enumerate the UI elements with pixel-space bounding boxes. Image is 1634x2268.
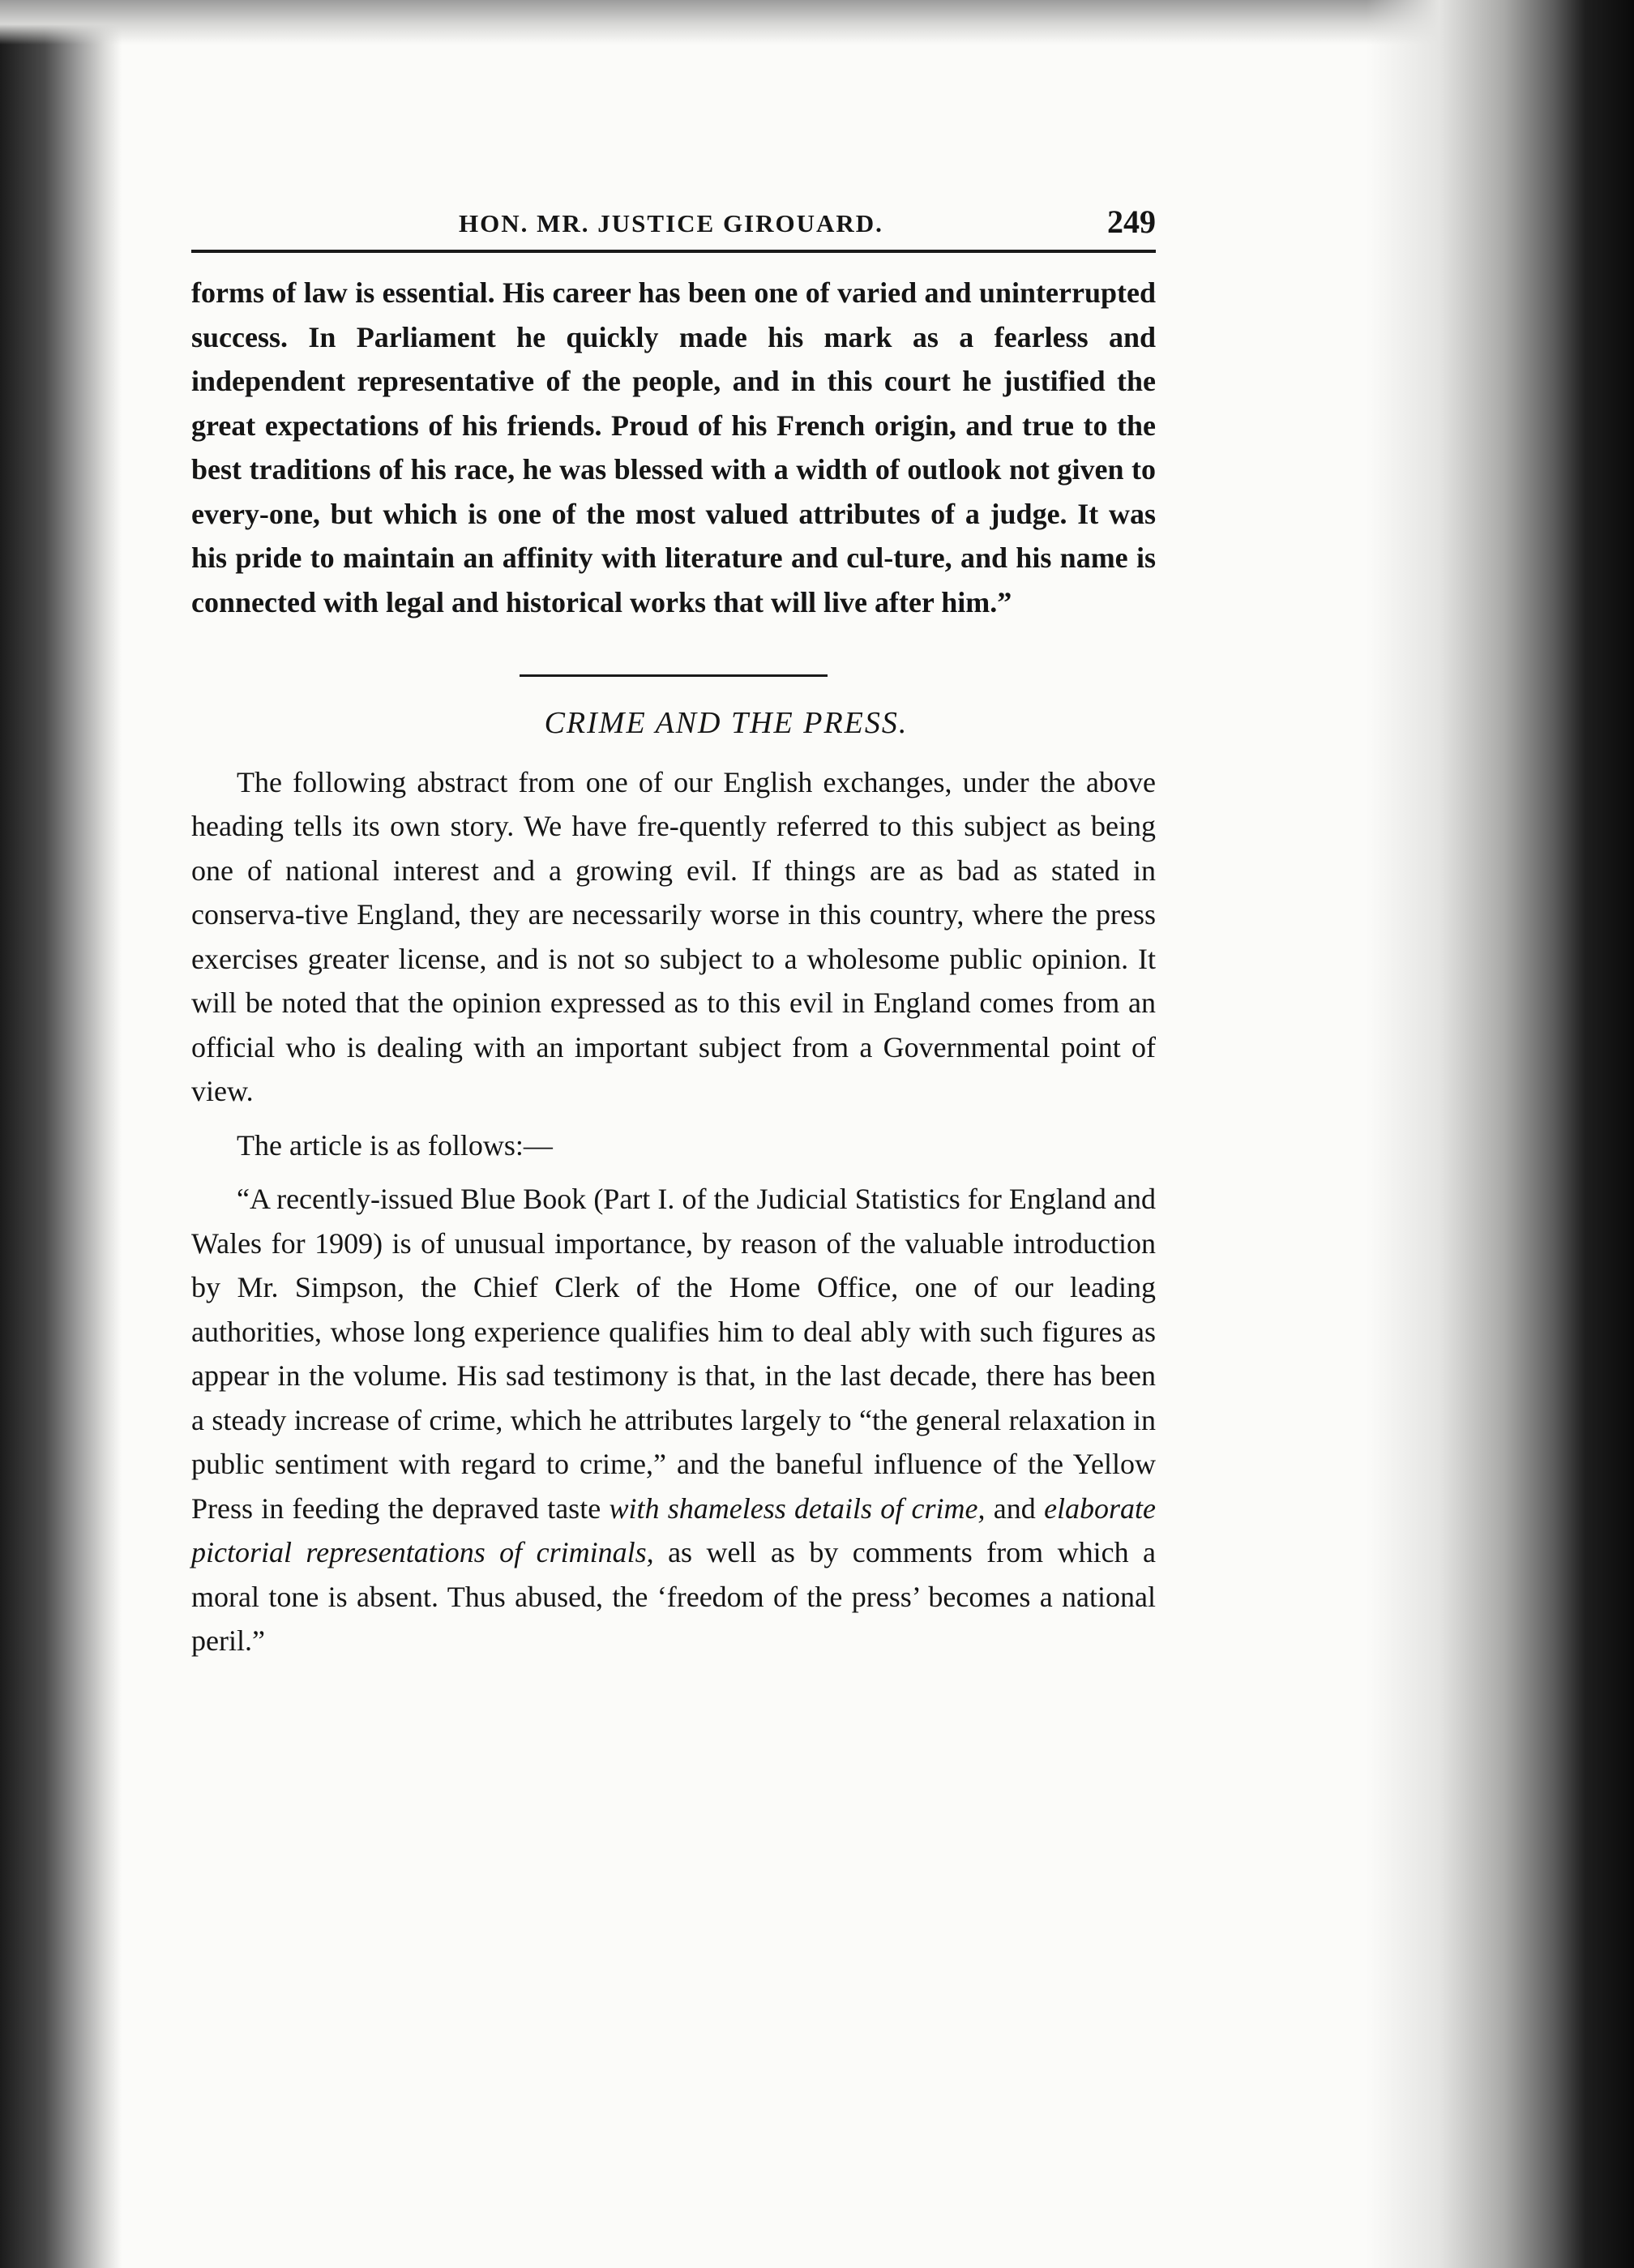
section-paragraph-1: The following abstract from one of our English exchanges, under the above heading tells its own story. We have fre-quently referred to this subject as being one of national interest and a growing evil. If things are as bad as stated in conserva-tive England, they are necessarily worse in this country, where the press exercises greater license, and is not so subject to a wholesome public opinion. It will be noted that the opinion expressed as to this evil in England comes from an official who is dealing with an important subject from a Governmental point of view.: [191, 765, 1156, 1107]
section-paragraph-2: The article is as follows:—: [237, 1128, 553, 1162]
quote-italic-2: elaborate pictorial representations of criminals,: [191, 1491, 1157, 1568]
page-number: 249: [1107, 203, 1156, 240]
running-head: [191, 193, 1156, 253]
scan-left-edge: [0, 0, 122, 2268]
quote-italic-1: with shameless details of crime,: [609, 1491, 986, 1525]
page-body: [191, 271, 1156, 1663]
quote-text-2: as well as by comments from which a moral tone is absent. Thus abused, the ‘freedom of the press’ becomes a national peril.”: [191, 1536, 1156, 1657]
quote-and: and: [993, 1491, 1036, 1525]
quoted-article: [191, 1177, 1156, 1663]
intro-paragraph: forms of law is essential. His career has been one of varied and uninterrupted success. In Parliament he quickly made his mark as a fearless and independent representative of the people, and in this court he justified the great expectations of his friends. Proud of his French origin, and true to the best traditions of his race, he was blessed with a width of outlook not given to every-one, but which is one of the most valued attributes of a judge. It was his pride to maintain an affinity with literature and cul-ture, and his name is connected with legal and historical works that will live after him.”: [191, 276, 1156, 618]
section-divider: [520, 674, 828, 677]
scan-right-edge: [1367, 0, 1634, 2268]
running-title: HON. MR. JUSTICE GIROUARD.: [459, 209, 883, 237]
quote-text-1: “A recently-issued Blue Book (Part I. of the Judicial Statistics for England and Wales for 1909) is of unusual importance, by reason of the valuable introduction by Mr. Simpson, the Chief Clerk of the Home Office, one of our leading authorities, whose long experience qualifies him to deal ably with such figures as appear in the volume. His sad testimony is that, in the last decade, there has been a steady increase of crime, which he attributes largely to “the general relaxation in public sentiment with regard to crime,” and the baneful influence of the Yellow Press in feeding the depraved taste: [191, 1183, 1156, 1525]
book-page: [191, 193, 1156, 1663]
section-title: CRIME AND THE PRESS.: [544, 706, 909, 740]
